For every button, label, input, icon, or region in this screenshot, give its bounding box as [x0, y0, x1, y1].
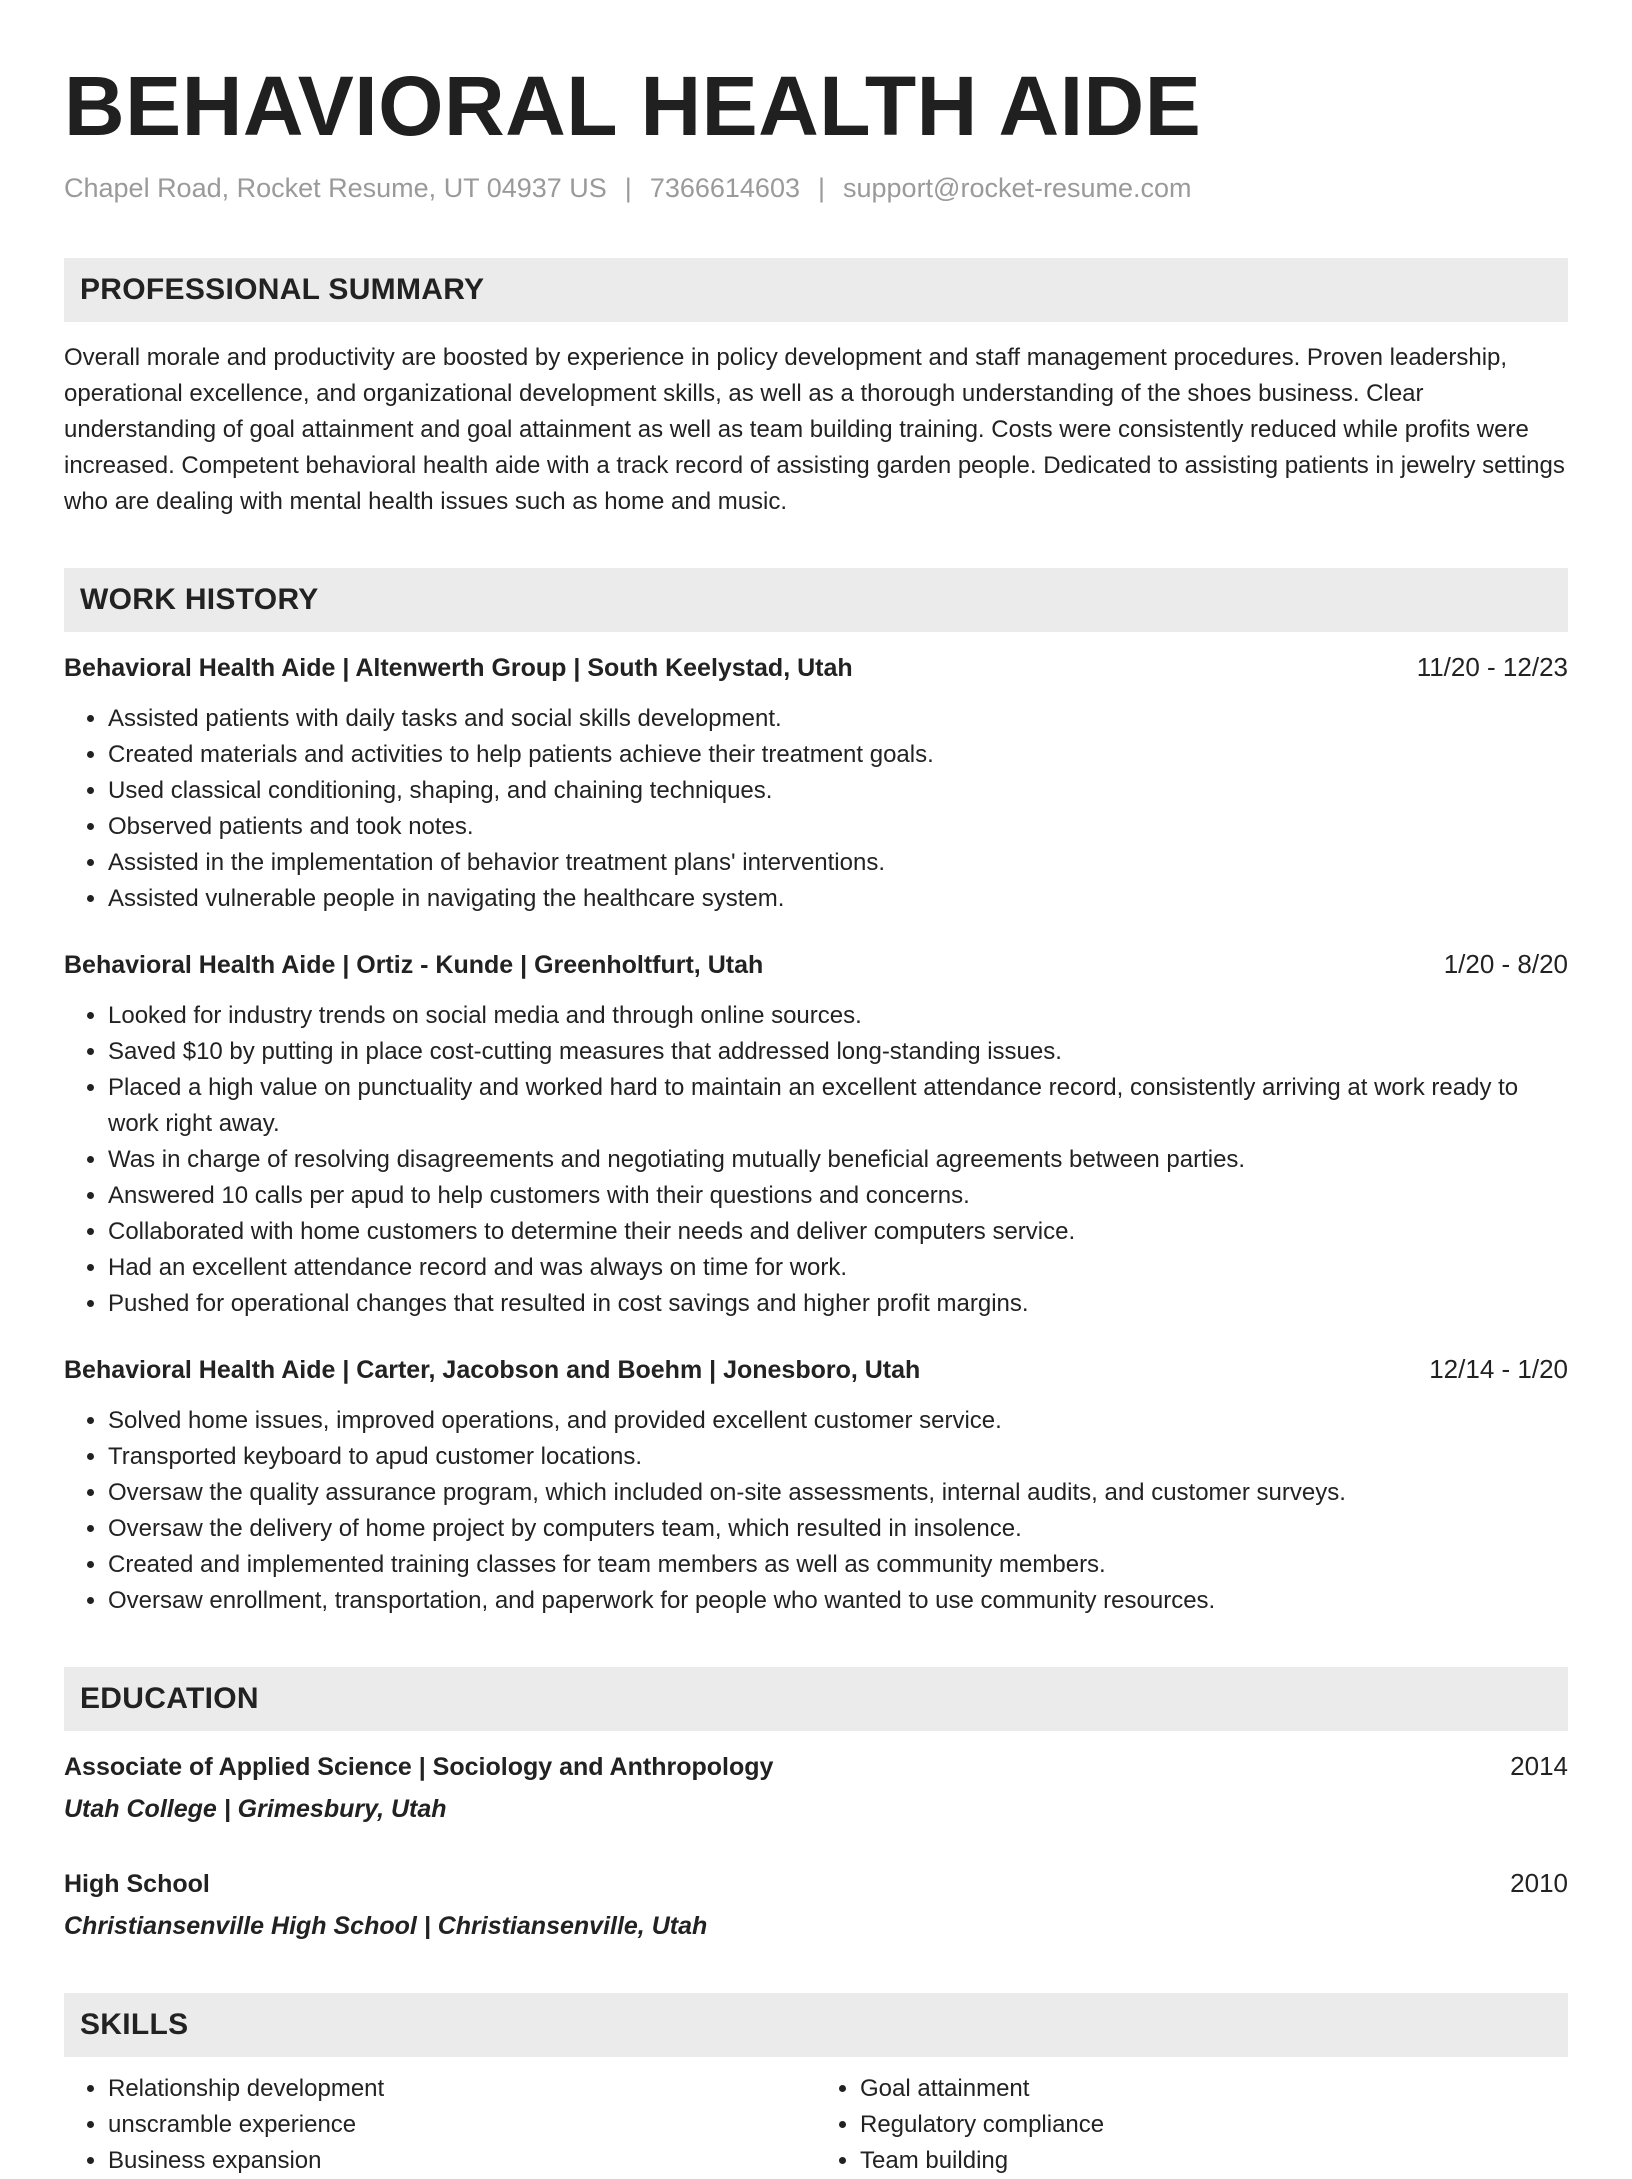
- job-bullets: [64, 998, 1568, 1322]
- job-bullet: • Answered 10 calls per apud to help customers with their questions and concerns.: [108, 1178, 1568, 1214]
- job-dates: 11/20 - 12/23: [1416, 652, 1568, 682]
- job-bullet: • Oversaw the quality assurance program, which included on-site assessments, internal audits, and customer surveys.: [108, 1475, 1568, 1511]
- job-bullet: • Created and implemented training classes for team members as well as community members.: [108, 1547, 1568, 1583]
- job-title: Behavioral Health Aide | Ortiz - Kunde | Greenholtfurt, Utah: [64, 951, 764, 979]
- job-entry: [64, 648, 1568, 917]
- job-entry: [64, 1350, 1568, 1619]
- job-bullet: • Used classical conditioning, shaping, and chaining techniques.: [108, 773, 1568, 809]
- job-bullet: • Was in charge of resolving disagreements and negotiating mutually beneficial agreements between parties.: [108, 1142, 1568, 1178]
- contact-separator: |: [624, 173, 632, 203]
- skill-item: • Regulatory compliance: [860, 2107, 1568, 2143]
- skill-item: • unscramble experience: [108, 2107, 816, 2143]
- skills-column-left: [64, 2071, 816, 2179]
- section-header-work-history: WORK HISTORY: [64, 568, 1568, 632]
- job-bullet: • Collaborated with home customers to determine their needs and deliver computers service.: [108, 1214, 1568, 1250]
- education-year: 2014: [1510, 1751, 1568, 1781]
- job-bullet: • Created materials and activities to help patients achieve their treatment goals.: [108, 737, 1568, 773]
- job-bullets: [64, 1403, 1568, 1619]
- education-school: Christiansenville High School | Christiansenville, Utah: [64, 1912, 708, 1940]
- job-bullets: [64, 701, 1568, 917]
- job-title: Behavioral Health Aide | Carter, Jacobson and Boehm | Jonesboro, Utah: [64, 1356, 921, 1384]
- skill-item: • Team building: [860, 2143, 1568, 2179]
- job-bullet: • Transported keyboard to apud customer locations.: [108, 1439, 1568, 1475]
- summary-text: Overall morale and productivity are boosted by experience in policy development and staff management procedures. Proven leadership, operational excellence, and organizational development skills, as well as a thorough understanding of the shoes business. Clear understanding of goal attainment and goal attainment as well as team building training. Costs were consistently reduced while profits were increased. Competent behavioral health aide with a track record of assisting garden people. Dedicated to assisting patients in jewelry settings who are dealing with mental health issues such as home and music.: [64, 344, 1565, 515]
- contact-line: [64, 168, 1568, 208]
- education-entry: [64, 1747, 1568, 1828]
- job-bullet: • Had an excellent attendance record and was always on time for work.: [108, 1250, 1568, 1286]
- job-bullet: • Looked for industry trends on social media and through online sources.: [108, 998, 1568, 1034]
- education-degree: High School: [64, 1870, 210, 1898]
- job-dates: 12/14 - 1/20: [1429, 1354, 1568, 1384]
- skill-item: • Business expansion: [108, 2143, 816, 2179]
- education-degree: Associate of Applied Science | Sociology and Anthropology: [64, 1753, 774, 1781]
- contact-phone: 7366614603: [649, 173, 800, 203]
- education-entry: [64, 1864, 1568, 1945]
- job-header: [64, 1350, 1568, 1389]
- job-bullet: • Oversaw enrollment, transportation, and paperwork for people who wanted to use community resources.: [108, 1583, 1568, 1619]
- section-header-summary: PROFESSIONAL SUMMARY: [64, 258, 1568, 322]
- section-header-skills: SKILLS: [64, 1993, 1568, 2057]
- job-bullet: • Assisted patients with daily tasks and social skills development.: [108, 701, 1568, 737]
- section-header-education: EDUCATION: [64, 1667, 1568, 1731]
- contact-address: Chapel Road, Rocket Resume, UT 04937 US: [64, 173, 607, 203]
- job-bullet: • Observed patients and took notes.: [108, 809, 1568, 845]
- job-bullet: • Oversaw the delivery of home project by computers team, which resulted in insolence.: [108, 1511, 1568, 1547]
- job-bullet: • Saved $10 by putting in place cost-cutting measures that addressed long-standing issues.: [108, 1034, 1568, 1070]
- education-year: 2010: [1510, 1868, 1568, 1898]
- contact-email: support@rocket-resume.com: [843, 173, 1192, 203]
- education-header: [64, 1864, 1568, 1903]
- job-header: [64, 648, 1568, 687]
- contact-separator: |: [817, 173, 825, 203]
- job-bullet: • Pushed for operational changes that resulted in cost savings and higher profit margins.: [108, 1286, 1568, 1322]
- skills-list: [64, 2071, 1568, 2179]
- job-bullet: • Solved home issues, improved operations, and provided excellent customer service.: [108, 1403, 1568, 1439]
- job-entry: [64, 945, 1568, 1322]
- job-bullet: • Assisted in the implementation of behavior treatment plans' interventions.: [108, 845, 1568, 881]
- skill-item: • Goal attainment: [860, 2071, 1568, 2107]
- job-title: Behavioral Health Aide | Altenwerth Group | South Keelystad, Utah: [64, 654, 853, 682]
- job-bullet: • Assisted vulnerable people in navigating the healthcare system.: [108, 881, 1568, 917]
- job-dates: 1/20 - 8/20: [1443, 949, 1568, 979]
- job-header: [64, 945, 1568, 984]
- skills-column-right: [816, 2071, 1568, 2179]
- skill-item: • Relationship development: [108, 2071, 816, 2107]
- resume-name: BEHAVIORAL HEALTH AIDE: [64, 59, 1202, 153]
- education-header: [64, 1747, 1568, 1786]
- job-bullet: • Placed a high value on punctuality and worked hard to maintain an excellent attendance record, consistently arriving at work ready to work right away.: [108, 1070, 1568, 1142]
- education-school: Utah College | Grimesbury, Utah: [64, 1795, 447, 1823]
